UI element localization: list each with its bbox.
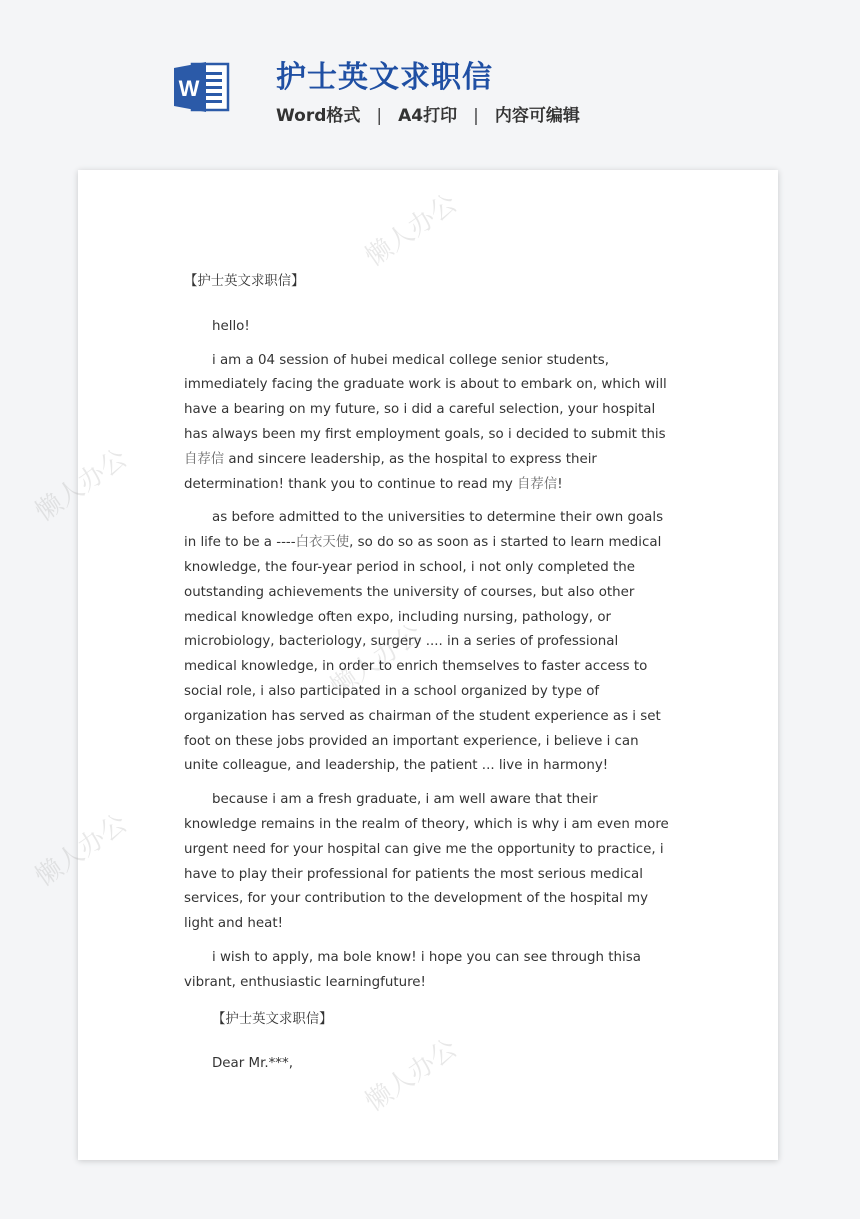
watermark: 懒人办公 — [360, 1033, 463, 1118]
word-document-icon — [174, 60, 230, 114]
document-page — [30, 170, 778, 1160]
text-run: and sincere leadership, as the hospital to express their determination! thank you to continue to read my — [184, 451, 597, 492]
page-title: 护士英文求职信 — [276, 60, 493, 95]
feature-editable: 内容可编辑 — [494, 106, 580, 126]
chinese-term: 自荐信 — [184, 451, 225, 467]
chinese-term: 白衣天使 — [295, 535, 350, 551]
feature-a4-print: A4打印 — [398, 106, 458, 126]
paragraph-2 — [184, 506, 669, 779]
watermark: 懒人办公 — [30, 443, 133, 528]
document-heading: 【护士英文求职信】 — [184, 274, 305, 289]
document-heading-2: 【护士英文求职信】 — [212, 1011, 333, 1027]
header — [0, 0, 860, 170]
paragraph-4: i wish to apply, ma bole know! i hope you can see through thisa vibrant, enthusiastic learningfuture! — [184, 949, 641, 990]
document-body — [184, 270, 669, 1087]
text-run: i am a 04 session of hubei medical college senior students, immediately facing the graduate work is about to embark on, which will have a bearing on my future, so i did a careful selection, your hospital has always been my first employment goals, so i decided to submit this — [184, 352, 667, 442]
watermark: 懒人办公 — [30, 808, 133, 893]
watermark: 懒人办公 — [360, 188, 463, 273]
paragraph-3: because i am a fresh graduate, i am well aware that their knowledge remains in the realm of theory, which is why i am even more urgent need for your hospital can give me the opportunity to practice, i have to play their professional for patients the most serious medical services, for your contribution to the development of the hospital my light and heat! — [184, 792, 669, 932]
greeting: hello! — [212, 318, 250, 334]
feature-list — [276, 101, 580, 126]
watermark: 懒人办公 — [325, 618, 428, 703]
salutation: Dear Mr.***, — [212, 1056, 293, 1072]
word-icon-letter: W — [178, 76, 200, 101]
feature-separator: | — [473, 106, 479, 126]
text-run: , so do so as soon as i started to learn medical knowledge, the four-year period in school, i not only completed the outstanding achievements the university of courses, but also other medical knowledge often expo, including nursing, pathology, or microbiology, bacteriology, surgery .... in a series of professional medical knowledge, in order to enrich themselves to faster access to social role, i also participated in a school organized by type of organization has served as chairman of the student experience as i set foot on these jobs provided an important experience, i believe i can unite colleague, and leadership, the patient ... live in harmony! — [184, 535, 662, 774]
feature-word-format: Word格式 — [276, 106, 361, 126]
paragraph-1 — [184, 349, 669, 498]
chinese-term: 自荐信 — [517, 476, 558, 492]
text-run: as before admitted to the universities to determine their own goals in life to be a ---- — [184, 510, 664, 551]
feature-separator: | — [376, 106, 383, 126]
text-run: ! — [557, 476, 563, 492]
